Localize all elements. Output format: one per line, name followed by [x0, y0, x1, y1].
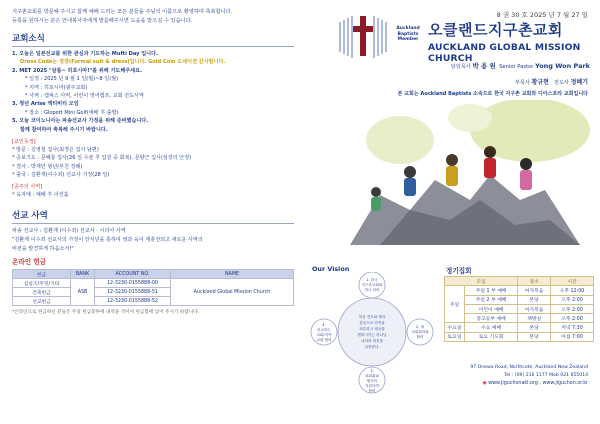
schedule-header-row [445, 277, 594, 286]
offering-item: * 옥자매 : 예배 후 이션홀 [12, 192, 69, 199]
schedule-header: 장소 [518, 277, 551, 286]
schedule-cell: 토요 기도회 [465, 332, 518, 341]
news-item: * 일정 : 2025 년 9 월 1 일(월)~8 일(월) [25, 76, 119, 83]
vision-item-line: 4. [322, 323, 326, 327]
vision-item-line: 1. 한국 [366, 278, 378, 282]
church-phone: Tel : (09) 216 1177 Mob 021 655014 [504, 373, 588, 378]
vision-item-line: 3. [370, 369, 374, 373]
schedule-group: 수요일 [445, 323, 465, 332]
congregation-item: * 증보기도 : 문혜룡 집사(26 일 수술 후 입원 중 회복), 문량근 집사(심장의 안정) [12, 155, 192, 162]
bank-table [12, 269, 294, 306]
schedule-cell: 주일 1 부 예배 [465, 286, 518, 295]
schedule-title: 정기집회 [446, 267, 472, 275]
vision-item-line: 협력 [416, 335, 424, 339]
table-row [445, 332, 594, 341]
table-row [445, 304, 594, 313]
pastor-name-korean: 박 용 원 [472, 62, 496, 70]
vision-center-line: 실현한다. [364, 345, 380, 349]
news-item: 함께 참여하여 축복해 주시기 바랍니다. [20, 126, 108, 133]
vision-item-line: 선교하는 [317, 328, 331, 332]
hikers-illustration-icon [340, 100, 590, 250]
baptist-line: Baptists [397, 31, 419, 37]
news-item: 3. 청년 Arise 액티비티 모임 [12, 101, 79, 108]
news-item: * 지역 : 히포시마(광주교회) [25, 84, 88, 91]
schedule-cell: 본당 [518, 332, 551, 341]
baptist-line: Member [397, 37, 419, 42]
vision-item-line: 하나 되어 [364, 288, 380, 292]
schedule-cell: 오후 2:00 [551, 314, 594, 323]
contact-info [470, 364, 588, 380]
church-address: 97 Onewa Road, Northcote, Auckland New Zealand [470, 365, 588, 370]
pastor-label: 담임목사 [450, 64, 471, 70]
mission-text [12, 227, 294, 253]
news-item: 5. 오늘 코이노니아는 파송선교사 가정을 위해 준비했습니다. [12, 118, 149, 125]
bank-header: 헌금 [13, 270, 71, 279]
mission-title: 선교 사역 [12, 211, 48, 222]
cross-logo-icon [334, 12, 392, 60]
schedule-cell: 아침 7:00 [551, 332, 594, 341]
divider [12, 223, 294, 224]
vision-center-line: 치유하고 세상을 [359, 327, 385, 331]
schedule-cell: 어린이 예배 [465, 304, 518, 313]
schedule-group: 토요일 [445, 332, 465, 341]
bank-header: NAME [171, 270, 294, 279]
schedule-cell: 오후 2:00 [551, 295, 594, 304]
baptist-logo [334, 12, 392, 60]
news-item: 2. MET 2025 "살롬~ 히포시마!"를 위해 기도해주세요. [12, 67, 142, 74]
divider [12, 46, 294, 47]
vision-center-line: 나라의 비전을 [361, 339, 383, 343]
news-item: Dress Code는 정장(Formal suit & dress)입니다. Gold Coin 도네이션 감사합니다. [20, 59, 226, 66]
schedule-table [444, 276, 594, 342]
schedule-group: 주일 [445, 286, 465, 323]
schedule-cell: 오후 2:00 [551, 304, 594, 313]
vision-item-line: 교회/지역 [316, 333, 332, 337]
vision-item-line: 지구촌교회와 [361, 283, 383, 287]
table-row [445, 314, 594, 323]
vision-diagram [308, 272, 436, 394]
staff-label: 전도사 [553, 80, 569, 86]
congregation-item: * 방문 : 김영철 집사(최경은 집사 남편) [12, 147, 99, 154]
account-name: Auckland Global Mission Church [171, 279, 294, 306]
church-title-english: AUCKLAND GLOBAL MISSION CHURCH [428, 42, 581, 64]
schedule-cell: 주일 2 부 예배 [465, 295, 518, 304]
baptist-member-label [390, 26, 426, 43]
staff-list [515, 77, 588, 86]
congregation-item: * 출국 : 김환재(이수죄) 선교사 가정(28 일) [12, 171, 110, 178]
giving-note: *온라인으로 헌금하신 분들은 주일 헌금봉투에 내역을 적어서 헌금함에 넣어 주시기 바랍니다. [12, 310, 199, 316]
vision-title: Our Vision [312, 265, 350, 273]
church-title-korean: 오클랜드지구촌교회 [428, 21, 563, 39]
bank-name: ASB [71, 279, 95, 306]
globe-icon: ◉ [482, 381, 487, 386]
schedule-header: 모임 [445, 277, 518, 286]
schedule-cell: 수요 예배 [465, 323, 518, 332]
news-title: 교회소식 [12, 34, 45, 44]
bank-cell: 십일조/주정/기타 [13, 279, 71, 288]
bank-header: ACCOUNT NO. [95, 270, 171, 279]
mission-line: "김환재 이수죄 선교사의 가정이 안식년을 통하여 영과 육이 재충전되고 새로운 사역의 [12, 237, 203, 244]
schedule-cell: 오후 12:00 [551, 286, 594, 295]
welcome-text [12, 8, 294, 26]
bank-header-row [13, 270, 294, 279]
website-links[interactable] [482, 381, 588, 386]
giving-title: 온라인 헌금 [12, 258, 47, 267]
account-number: 12-3230-0155888-00 [95, 279, 171, 288]
vision-center-line: 복음 전도와 제자 [358, 315, 386, 319]
website-text[interactable]: www.jiguchonakl.org , www.jiguchon.or.kr [488, 381, 588, 386]
table-row [13, 279, 294, 288]
left-page [12, 8, 294, 418]
pastor-name-english: Yong Won Park [535, 62, 590, 70]
schedule-cell: 저녁 7:30 [551, 323, 594, 332]
news-item: * 장소 : Glopott Mini Golf(예배 후 출발) [25, 109, 119, 116]
bank-cell: 선교헌금 [13, 297, 71, 306]
table-row [445, 323, 594, 332]
account-number: 12-3230-0155888-51 [95, 288, 171, 297]
news-item: 1. 오늘은 일본선교를 위한 관심과 기도하는 Mufti Day 입니다. [12, 51, 158, 57]
baptist-line: Auckland [396, 26, 420, 31]
vision-center-line: 변화시키는 하나님 [357, 333, 387, 337]
vision-item-line: 교회회의와 [411, 330, 429, 334]
staff-label: 부목사 [514, 80, 530, 86]
welcome-line: 지구촌교회를 방문해 주시고 함께 예배 드리는 모든 분들을 주님의 이름으로 환영하며 축복합니다. [12, 9, 233, 15]
vision-item-line: 협력 [368, 389, 376, 393]
pastor-label-english: Senior Pastor [499, 64, 534, 70]
vision-item-line: 협의의 [366, 379, 378, 383]
vision-item-line: 교회 협력 [316, 338, 332, 342]
schedule-header: 시간 [551, 277, 594, 286]
offering-title: [공주의 사역] [12, 184, 43, 191]
table-row [445, 286, 594, 295]
vision-item-line: 복회회와 [365, 374, 379, 378]
staff-name: 정혜기 [570, 79, 588, 86]
schedule-cell: 본당 [518, 295, 551, 304]
congregation-title: [교인동정] [12, 139, 36, 146]
senior-pastor [451, 61, 590, 70]
schedule-cell: 마가복음 [518, 286, 551, 295]
congregation-item: * 결사 : 박재만 형년(부친 장례) [12, 163, 83, 170]
bank-header: BANK [71, 270, 95, 279]
account-number: 12-3230-0155888-52 [95, 297, 171, 306]
mission-line: 파송 선교사 : 김환재 (이수죄) 선교사 · 시리아 사역 [12, 228, 126, 235]
church-tagline: 본 교회는 Auckland Baptists 소속으로 한국 지구촌 교회와 디아스포라 교회입니다 [397, 91, 588, 97]
congregation-list [12, 146, 294, 179]
vision-center-line: 삼음으로 민족을 [359, 321, 385, 325]
right-page [306, 6, 594, 418]
vision-item-line: 2. 새 [415, 325, 425, 329]
news-list [12, 50, 294, 134]
schedule-cell: 책방실 [518, 314, 551, 323]
news-item: * 사역 : 캠퍼스 사역, 어린이 영어캠프, 교회 전도사역 [25, 93, 144, 100]
bank-cell: 건축헌금 [13, 288, 71, 297]
schedule-cell: 마가복음 [518, 304, 551, 313]
schedule-cell: 중고등부 예배 [465, 314, 518, 323]
welcome-line: 등록을 원하시는 분은 안내봉사자에게 말씀해주시면 도움을 받으실 수 있습니다. [12, 18, 193, 24]
staff-name: 황규현 [531, 79, 549, 86]
vision-item-line: 지원하여 [365, 384, 379, 388]
schedule-cell: 본당 [518, 323, 551, 332]
mission-line: 비전을 발견하게 하옵소서!" [12, 245, 74, 252]
table-row [445, 295, 594, 304]
issue-date: 8 권 30 호 2025 년 7 월 27 일 [496, 11, 588, 19]
